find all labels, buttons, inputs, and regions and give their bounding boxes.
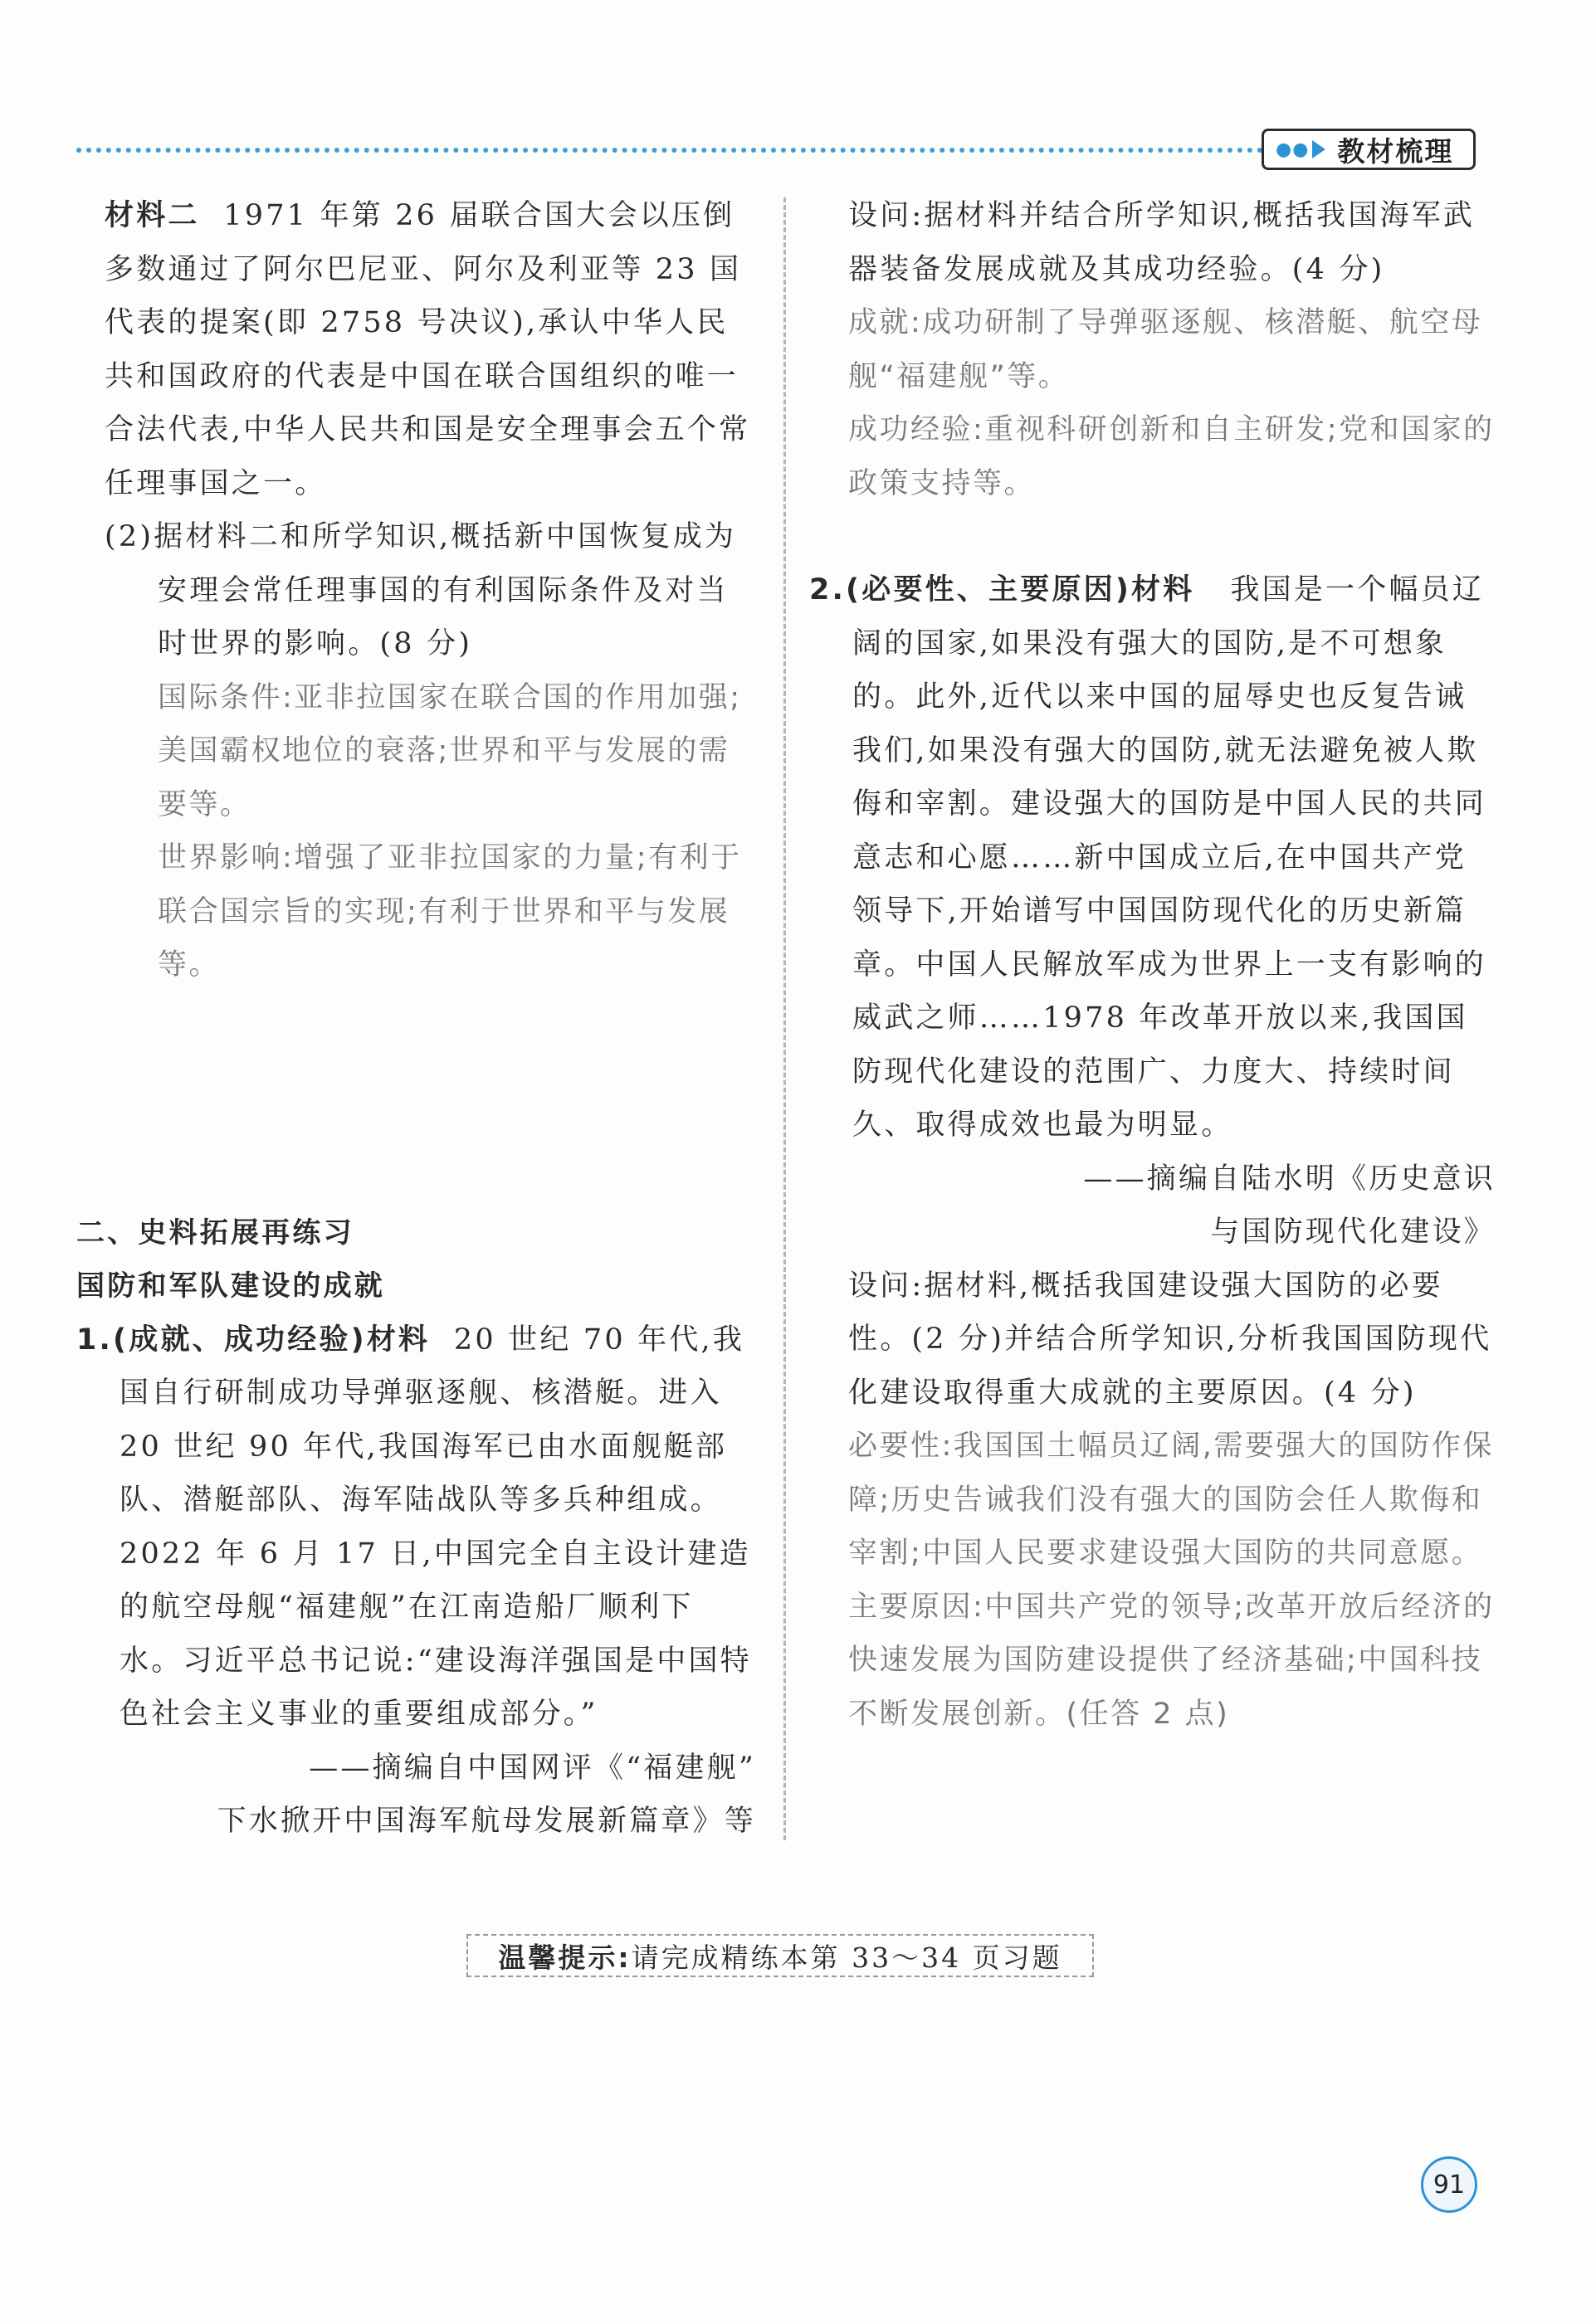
- material-two-text: 1971 年第 26 届联合国大会以压倒多数通过了阿尔巴尼亚、阿尔及利亚等 23 国代表的提案(即 2758 号决议),承认中华人民共和国政府的代表是中国在联合国组织的唯一合法代表,中华人民共和国是安全理事会五个常任理事国之一。: [105, 199, 751, 500]
- item-2-source-line1: ——摘编自陆水明《历史意识: [1083, 1162, 1496, 1196]
- item-1-question: 设问:据材料并结合所学知识,概括我国海军武器装备发展成就及其成功经验。(4 分): [848, 199, 1476, 286]
- item-2-question: 设问:据材料,概括我国建设强大国防的必要性。(2 分)并结合所学知识,分析我国国防现代化建设取得重大成就的主要原因。(4 分): [848, 1269, 1492, 1410]
- item-2-label: 2.(必要性、主要原因)材料: [809, 573, 1195, 607]
- spacer: [105, 992, 756, 1206]
- section-badge: [1262, 129, 1476, 170]
- item-1-answer-experience: 成功经验:重视科研创新和自主研发;党和国家的政策支持等。: [848, 413, 1495, 500]
- item-1-label: 1.(成就、成功经验)材料: [76, 1323, 431, 1357]
- header-dotted-rule: [76, 148, 1263, 153]
- item-2-text: 我国是一个幅员辽阔的国家,如果没有强大的国防,是不可想象的。此外,近代以来中国的屈辱史也反复告诫我们,如果没有强大的国防,就无法避免被人欺侮和宰割。建设强大的国防是中国人民的共同意志和心愿……新中国成立后,在中国共产党领导下,开始谱写中国国防现代化的历史新篇章。中国人民解放军成为世界上一支有影响的威武之师……1978 年改革开放以来,我国国防现代化建设的范围广、力度大、持续时间久、取得成效也最为明显。: [852, 573, 1487, 1142]
- item-1: [76, 1313, 756, 1742]
- item-2-answer: 必要性:我国国土幅员辽阔,需要强大的国防作保障;历史告诫我们没有强大的国防会任人欺侮和宰割;中国人民要求建设强大国防的共同意愿。主要原因:中国共产党的领导;改革开放后经济的快速发展为国防建设提供了经济基础;中国科技不断发展创新。(任答 2 点): [848, 1430, 1495, 1731]
- material-two: [105, 189, 756, 510]
- item-1-answer-achievements: 成就:成功研制了导弹驱逐舰、核潜艇、航空母舰“福建舰”等。: [848, 306, 1483, 393]
- material-two-label: 材料二: [105, 199, 200, 232]
- section-badge-label: 教材梳理: [1337, 134, 1454, 168]
- reminder-box: [466, 1934, 1094, 1977]
- question-2: (2)据材料二和所学知识,概括新中国恢复成为安理会常任理事国的有利国际条件及对当时世界的影响。(8 分): [105, 520, 737, 660]
- column-divider: [783, 197, 786, 1840]
- section-subtitle: 国防和军队建设的成就: [76, 1269, 385, 1303]
- page-number: 91: [1421, 2156, 1477, 2213]
- answer-2-conditions: 国际条件:亚非拉国家在联合国的作用加强;美国霸权地位的衰落;世界和平与发展的需要等。: [158, 680, 742, 821]
- reminder-label: 温馨提示:: [498, 1941, 632, 1974]
- arrow-right-icon: [1312, 140, 1325, 158]
- item-2: [809, 563, 1496, 1152]
- item-1-source-line1: ——摘编自中国网评《“福建舰”: [309, 1751, 756, 1785]
- dots-icon: ●●: [1276, 139, 1310, 160]
- right-column: [809, 189, 1496, 1741]
- section-title: 二、史料拓展再练习: [76, 1216, 354, 1250]
- answer-2-impact: 世界影响:增强了亚非拉国家的力量;有利于联合国宗旨的实现;有利于世界和平与发展等。: [158, 841, 742, 982]
- reminder-text: 请完成精练本第 33～34 页习题: [631, 1941, 1062, 1974]
- item-1-source-line2: 下水掀开中国海军航母发展新篇章》等: [217, 1805, 756, 1838]
- item-1-text: 20 世纪 70 年代,我国自行研制成功导弹驱逐舰、核潜艇。进入 20 世纪 90 年代,我国海军已由水面舰艇部队、潜艇部队、海军陆战队等多兵种组成。2022 年 6 月 17 日,中国完全自主设计建造的航空母舰“福建舰”在江南造船厂顺利下水。习近平总书记说:“建设海洋强国是中国特色社会主义事业的重要组成部分。”: [120, 1323, 752, 1731]
- spacer: [848, 510, 1496, 563]
- left-column: [76, 189, 756, 1849]
- item-2-source-line2: 与国防现代化建设》: [1210, 1216, 1496, 1249]
